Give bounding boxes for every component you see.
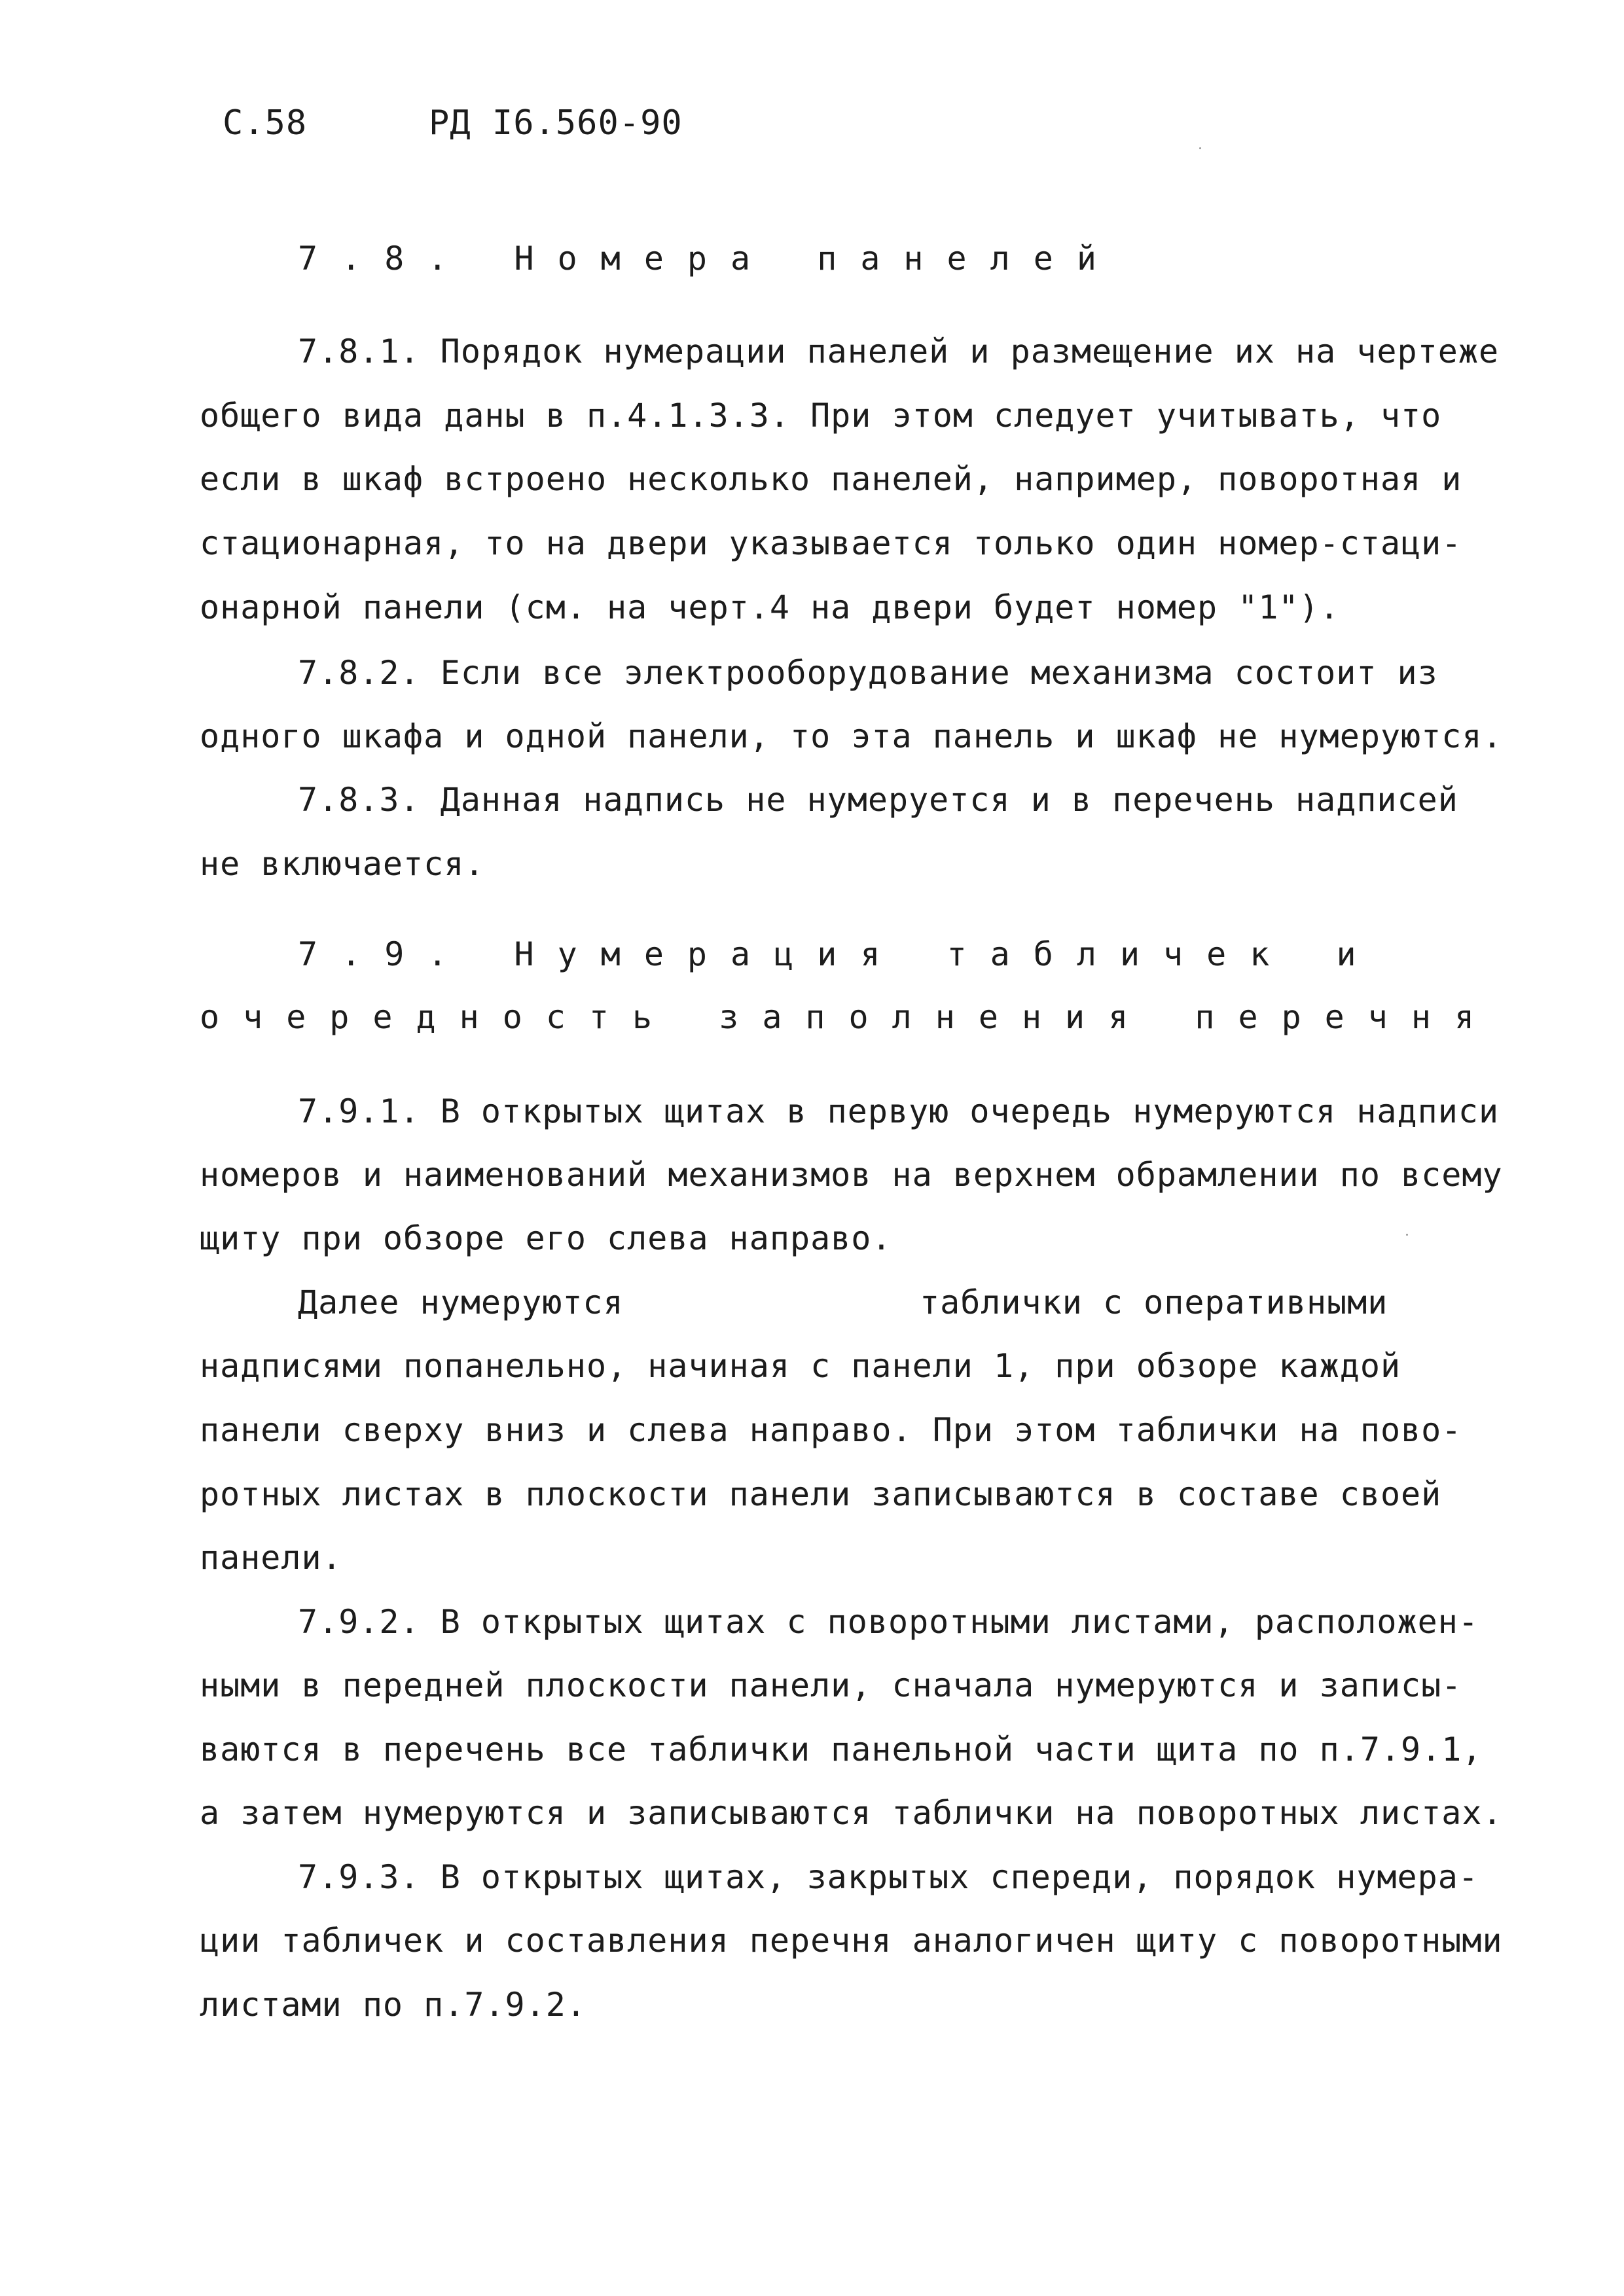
document-code: РД I6.560-90 xyxy=(429,103,683,143)
scan-speck xyxy=(1199,147,1201,149)
paragraph-7-8-3-line: не включается. xyxy=(200,845,485,883)
paragraph-continuation-line: Далее нумеруются xyxy=(298,1283,624,1321)
paragraph-7-9-1-line: 7.9.1. В открытых щитах в первую очередь нумеруются надписи xyxy=(298,1092,1500,1130)
paragraph-7-9-3-line: 7.9.3. В открытых щитах, закрытых спереди, порядок нумера- xyxy=(298,1858,1479,1896)
paragraph-7-8-3-line: 7.8.3. Данная надпись не нумеруется и в перечень надписей xyxy=(298,781,1458,819)
paragraph-7-9-2-line: ваются в перечень все таблички панельной части щита по п.7.9.1, xyxy=(200,1731,1483,1768)
paragraph-continuation-line: надписями попанельно, начиная с панели 1, при обзоре каждой xyxy=(200,1347,1401,1385)
paragraph-continuation-line: ротных листах в плоскости панели записываются в составе своей xyxy=(200,1475,1442,1513)
paragraph-7-9-2-line: 7.9.2. В открытых щитах с поворотными листами, расположен- xyxy=(298,1603,1479,1641)
paragraph-7-8-1-line: стационарная, то на двери указывается только один номер-стаци- xyxy=(200,524,1462,562)
page-number: С.58 xyxy=(223,103,308,143)
paragraph-7-9-1-line: номеров и наименований механизмов на верхнем обрамлении по всему xyxy=(200,1156,1503,1194)
paragraph-7-9-1-line: щиту при обзоре его слева направо. xyxy=(200,1219,892,1257)
paragraph-continuation-line: панели сверху вниз и слева направо. При этом таблички на пово- xyxy=(200,1411,1462,1449)
paragraph-7-9-2-line: а затем нумеруются и записываются таблички на поворотных листах. xyxy=(200,1794,1503,1832)
paragraph-7-9-3-line: листами по п.7.9.2. xyxy=(200,1986,586,2024)
scan-speck xyxy=(1406,1234,1408,1236)
section-7-8-heading: 7.8. Номера панелей xyxy=(298,240,1120,278)
paragraph-7-9-2-line: ными в передней плоскости панели, сначала нумеруются и записы- xyxy=(200,1666,1462,1704)
paragraph-7-8-1-line: если в шкаф встроено несколько панелей, например, поворотная и xyxy=(200,460,1462,498)
section-7-9-heading: очередность заполнения перечня xyxy=(200,998,1498,1036)
paragraph-continuation-line: таблички с оперативными xyxy=(920,1283,1388,1321)
paragraph-7-8-2-line: 7.8.2. Если все электрооборудование механизма состоит из xyxy=(298,654,1438,692)
paragraph-7-8-2-line: одного шкафа и одной панели, то эта панель и шкаф не нумеруются. xyxy=(200,717,1503,755)
paragraph-7-8-1-line: 7.8.1. Порядок нумерации панелей и размещение их на чертеже xyxy=(298,332,1500,370)
paragraph-7-9-3-line: ции табличек и составления перечня аналогичен щиту с поворотными xyxy=(200,1922,1503,1960)
section-7-9-heading: 7.9. Нумерация табличек и xyxy=(298,935,1380,973)
paragraph-7-8-1-line: общего вида даны в п.4.1.3.3. При этом следует учитывать, что xyxy=(200,397,1442,435)
paragraph-7-8-1-line: онарной панели (см. на черт.4 на двери будет номер "1"). xyxy=(200,588,1340,626)
paragraph-continuation-line: панели. xyxy=(200,1539,342,1577)
